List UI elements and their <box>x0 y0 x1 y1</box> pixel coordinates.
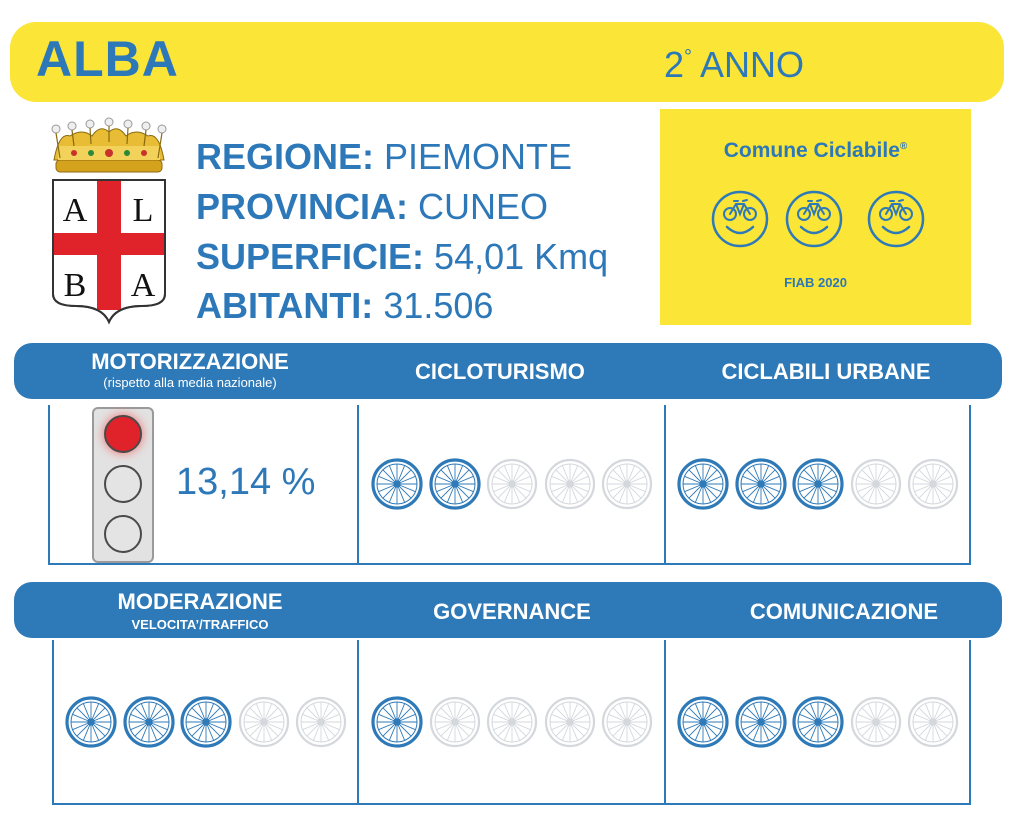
wheel-empty-icon <box>428 695 482 749</box>
comune-ciclabile-badge <box>660 109 971 325</box>
wheel-filled-icon <box>676 695 730 749</box>
info-regione: REGIONE: PIEMONTE <box>196 136 573 177</box>
wheel-empty-icon <box>294 695 348 749</box>
category-sub-moderazione: VELOCITA’/TRAFFICO <box>131 617 269 632</box>
wheel-filled-icon <box>676 457 730 511</box>
wheel-filled-icon <box>734 695 788 749</box>
category-label-comunicazione: COMUNICAZIONE <box>749 599 939 624</box>
badge-footer: FIAB 2020 <box>784 275 847 290</box>
badge-title: Comune Ciclabile® <box>723 139 908 162</box>
category-label-motorizzazione: MOTORIZZAZIONE <box>91 349 289 374</box>
wheel-empty-icon <box>485 457 539 511</box>
motorizzazione-value: 13,14 % <box>176 461 316 503</box>
traffic-light-icon <box>92 407 154 563</box>
wheel-empty-icon <box>485 695 539 749</box>
wheel-filled-icon <box>428 457 482 511</box>
wheel-empty-icon <box>849 457 903 511</box>
info-provincia: PROVINCIA: CUNEO <box>196 186 549 227</box>
yellow-lamp-icon <box>104 465 142 503</box>
wheel-empty-icon <box>906 695 960 749</box>
wheel-filled-icon <box>791 457 845 511</box>
wheel-empty-icon <box>849 695 903 749</box>
year-label: 2° ANNO <box>664 44 805 85</box>
wheel-filled-icon <box>734 457 788 511</box>
wheel-empty-icon <box>543 457 597 511</box>
city-name: ALBA <box>36 31 179 87</box>
smiling-bicycle-icon <box>710 189 770 249</box>
red-lamp-icon <box>104 415 142 453</box>
divider <box>969 405 971 565</box>
divider <box>664 640 666 805</box>
crown-icon <box>52 118 166 172</box>
wheel-filled-icon <box>64 695 118 749</box>
category-label-governance: GOVERNANCE <box>433 599 591 624</box>
wheel-filled-icon <box>370 457 424 511</box>
divider <box>969 640 971 805</box>
wheel-filled-icon <box>370 695 424 749</box>
divider <box>48 405 50 565</box>
divider <box>357 405 359 565</box>
arms-letter: B <box>63 267 87 304</box>
info-abitanti: ABITANTI: 31.506 <box>196 285 494 326</box>
category-label-ciclabili-urbane: CICLABILI URBANE <box>721 359 931 384</box>
coat-of-arms-icon <box>44 116 174 328</box>
wheel-empty-icon <box>543 695 597 749</box>
green-lamp-icon <box>104 515 142 553</box>
divider <box>48 563 971 565</box>
arms-letter: A <box>62 192 88 229</box>
wheel-empty-icon <box>906 457 960 511</box>
divider <box>52 640 54 805</box>
arms-letter: A <box>130 267 156 304</box>
category-label-cicloturismo: CICLOTURISMO <box>415 359 585 384</box>
arms-letter: L <box>132 192 154 229</box>
info-superficie: SUPERFICIE: 54,01 Kmq <box>196 236 609 277</box>
wheel-empty-icon <box>600 695 654 749</box>
category-label-moderazione: MODERAZIONE <box>117 589 283 614</box>
wheel-empty-icon <box>600 457 654 511</box>
divider <box>664 405 666 565</box>
wheel-filled-icon <box>122 695 176 749</box>
wheel-empty-icon <box>237 695 291 749</box>
wheel-filled-icon <box>791 695 845 749</box>
smiling-bicycle-icon <box>784 189 844 249</box>
smiling-bicycle-icon <box>866 189 926 249</box>
category-sub-motorizzazione: (rispetto alla media nazionale) <box>103 375 277 390</box>
divider <box>357 640 359 805</box>
wheel-filled-icon <box>179 695 233 749</box>
divider <box>52 803 971 805</box>
